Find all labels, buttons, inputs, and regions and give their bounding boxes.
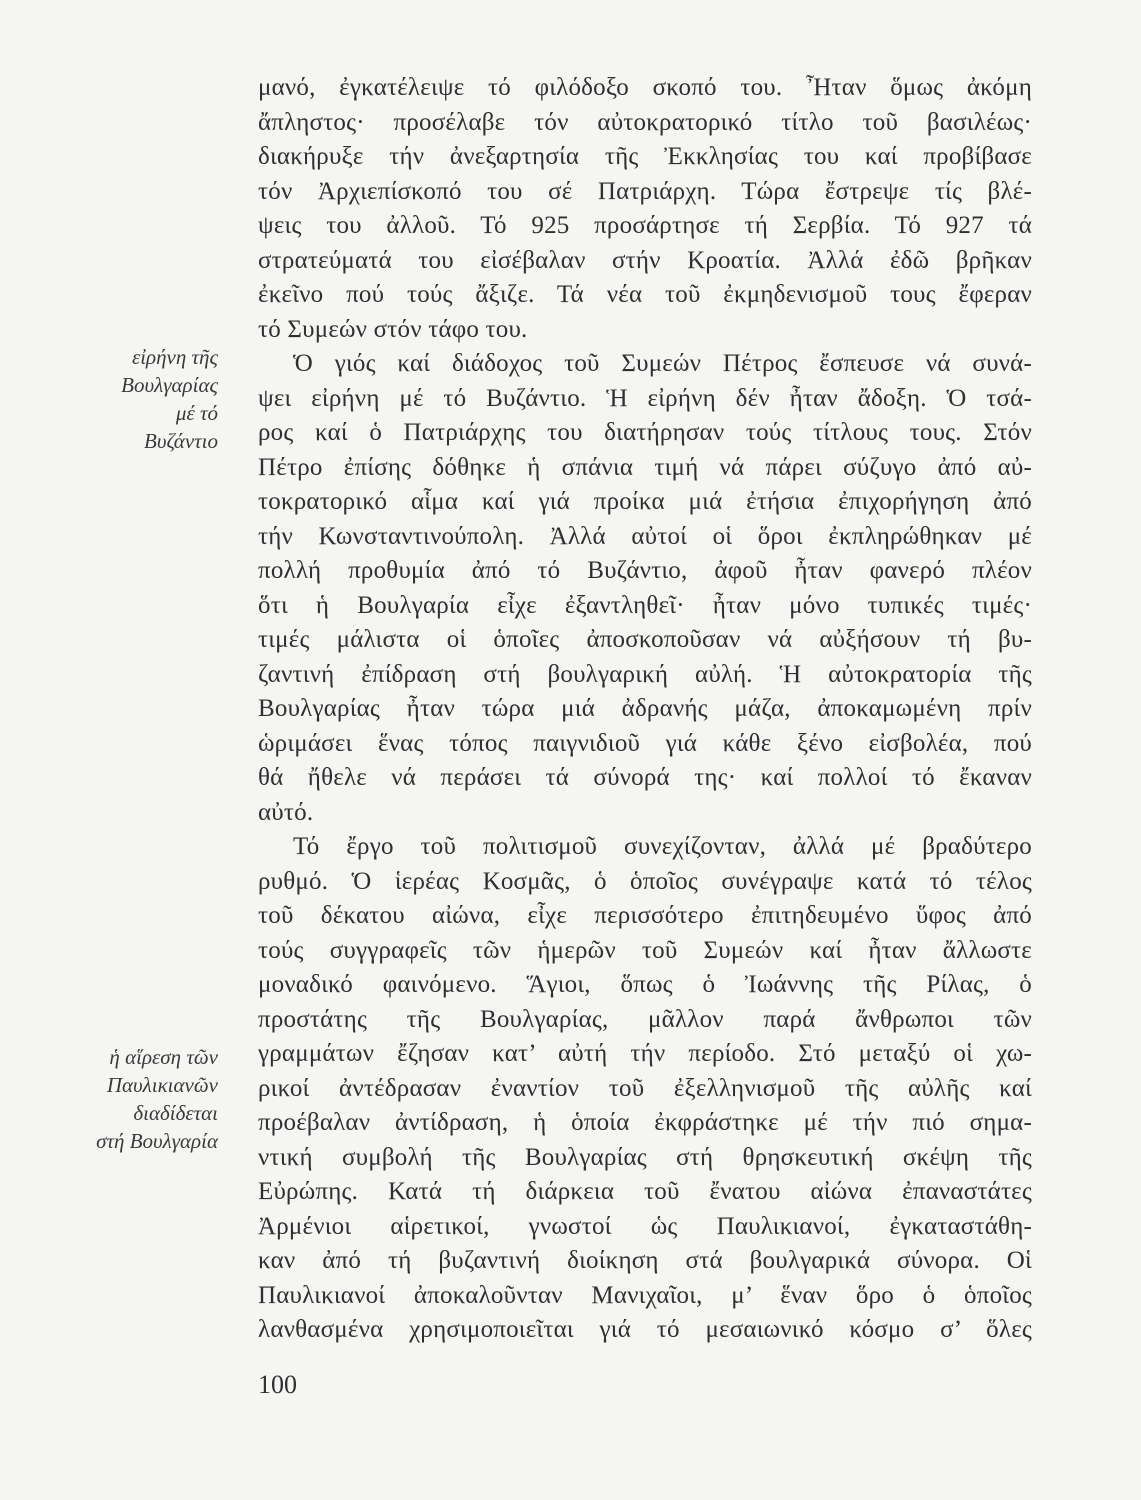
text-line: στρατεύματά του εἰσέβαλαν στήν Κροατία. Ἀλλά ἐδῶ βρῆκαν — [258, 246, 1032, 274]
text-line: μανό, ἐγκατέλειψε τό φιλόδοξο σκοπό του. Ἦταν ὅμως ἀκόμη — [258, 74, 1032, 101]
text-line: θά ἤθελε νά περάσει τά σύνορά της· καί πολλοί τό ἔκαναν — [258, 764, 1032, 791]
text-line: ὡριμάσει ἕνας τόπος παιγνιδιοῦ γιά κάθε ξένο εἰσβολέα, πού — [258, 729, 1032, 757]
margin-note-line: διαδίδεται — [133, 1101, 218, 1125]
margin-note-line: Βουλγαρίας — [121, 373, 218, 397]
text-line: τοκρατορικό αἷμα καί γιά προίκα μιά ἐτήσια ἐπιχορήγηση ἀπό — [258, 488, 1032, 515]
paragraph-1 — [258, 71, 1032, 347]
text-line: ἄπληστος· προσέλαβε τόν αὐτοκρατορικό τίτλο τοῦ βασιλέως· — [258, 108, 1032, 136]
text-line: ζαντινή ἐπίδραση στή βουλγαρική αὐλή. Ἡ αὐτοκρατορία τῆς — [258, 660, 1032, 688]
paragraph-2 — [258, 347, 1032, 830]
body-text — [258, 71, 1032, 1348]
text-line: ρος καί ὁ Πατριάρχης του διατήρησαν τούς τίτλους τους. Στόν — [258, 419, 1032, 446]
text-line: ψει εἰρήνη μέ τό Βυζάντιο. Ἡ εἰρήνη δέν ἦταν ἄδοξη. Ὁ τσά- — [258, 384, 1032, 412]
text-line: προστάτης τῆς Βουλγαρίας, μᾶλλον παρά ἄνθρωποι τῶν — [258, 1005, 1032, 1033]
text-line: τιμές μάλιστα οἱ ὁποῖες ἀποσκοποῦσαν νά αὐξήσουν τή βυ- — [258, 626, 1032, 653]
text-line: ὅτι ἡ Βουλγαρία εἶχε ἐξαντληθεῖ· ἦταν μόνο τυπικές τιμές· — [258, 591, 1032, 619]
text-line: Πέτρο ἐπίσης δόθηκε ἡ σπάνια τιμή νά πάρει σύζυγο ἀπό αὐ- — [258, 453, 1032, 481]
text-line: τοῦ δέκατου αἰώνα, εἶχε περισσότερο ἐπιτηδευμένο ὕφος ἀπό — [258, 902, 1032, 929]
page-number: 100 — [258, 1370, 297, 1399]
margin-note-heresy — [40, 1043, 218, 1155]
margin-note-peace — [40, 343, 218, 455]
text-line: γραμμάτων ἔζησαν κατ’ αὐτή τήν περίοδο. Στό μεταξύ οἱ χω- — [258, 1040, 1032, 1067]
text-line: Τό ἔργο τοῦ πολιτισμοῦ συνεχίζονταν, ἀλλά μέ βραδύτερο — [293, 833, 1032, 860]
paragraph-3 — [258, 830, 1032, 1348]
text-line: τήν Κωνσταντινούπολη. Ἀλλά αὐτοί οἱ ὅροι ἐκπληρώθηκαν μέ — [258, 522, 1032, 550]
text-line: λανθασμένα χρησιμοποιεῖται γιά τό μεσαιωνικό κόσμο σ’ ὅλες — [258, 1316, 1032, 1343]
text-line: πολλή προθυμία ἀπό τό Βυζάντιο, ἀφοῦ ἦταν φανερό πλέον — [258, 557, 1032, 584]
text-line: Ἀρμένιοι αἱρετικοί, γνωστοί ὡς Παυλικιανοί, ἐγκαταστάθη- — [258, 1212, 1032, 1240]
text-line: διακήρυξε τήν ἀνεξαρτησία τῆς Ἐκκλησίας του καί προβίβασε — [258, 143, 1032, 170]
text-line: τούς συγγραφεῖς τῶν ἡμερῶν τοῦ Συμεών καί ἦταν ἄλλωστε — [258, 936, 1032, 964]
text-line: τόν Ἀρχιεπίσκοπό του σέ Πατριάρχη. Τώρα ἔστρεψε τίς βλέ- — [258, 177, 1032, 205]
margin-note-line: μέ τό — [175, 401, 218, 425]
text-line: προέβαλαν ἀντίδραση, ἡ ὁποία ἐκφράστηκε μέ τήν πιό σημα- — [258, 1109, 1032, 1136]
text-line: καν ἀπό τή βυζαντινή διοίκηση στά βουλγαρικά σύνορα. Οἱ — [258, 1247, 1032, 1274]
text-line: ρικοί ἀντέδρασαν ἐναντίον τοῦ ἐξελληνισμοῦ τῆς αὐλῆς καί — [258, 1074, 1032, 1102]
text-line: Ὁ γιός καί διάδοχος τοῦ Συμεών Πέτρος ἔσπευσε νά συνά- — [293, 350, 1032, 377]
margin-note-line: Βυζάντιο — [144, 429, 218, 453]
text-line: ψεις του ἀλλοῦ. Τό 925 προσάρτησε τή Σερβία. Τό 927 τά — [258, 212, 1032, 239]
text-line: ντική συμβολή τῆς Βουλγαρίας στή θρησκευτική σκέψη τῆς — [258, 1143, 1032, 1171]
margin-note-line: στή Βουλγαρία — [96, 1129, 218, 1153]
text-line: Παυλικιανοί ἀποκαλοῦνταν Μανιχαῖοι, μ’ ἕναν ὅρο ὁ ὁποῖος — [258, 1281, 1032, 1309]
text-line: αὐτό. — [258, 798, 314, 826]
margin-note-line: ἡ αἵρεση τῶν — [109, 1045, 218, 1069]
text-line: ρυθμό. Ὁ ἱερέας Κοσμᾶς, ὁ ὁποῖος συνέγραψε κατά τό τέλος — [258, 867, 1032, 895]
text-line: Εὐρώπης. Κατά τή διάρκεια τοῦ ἔνατου αἰώνα ἐπαναστάτες — [258, 1178, 1032, 1205]
text-line: τό Συμεών στόν τάφο του. — [258, 315, 528, 343]
margin-note-line: Παυλικιανῶν — [106, 1073, 218, 1097]
text-line: ἐκεῖνο πού τούς ἄξιζε. Τά νέα τοῦ ἐκμηδενισμοῦ τους ἔφεραν — [258, 281, 1032, 308]
text-line: Βουλγαρίας ἦταν τώρα μιά ἀδρανής μάζα, ἀποκαμωμένη πρίν — [258, 695, 1032, 722]
text-line: μοναδικό φαινόμενο. Ἅγιοι, ὅπως ὁ Ἰωάννης τῆς Ρίλας, ὁ — [258, 971, 1032, 998]
margin-note-line: εἰρήνη τῆς — [131, 345, 218, 369]
